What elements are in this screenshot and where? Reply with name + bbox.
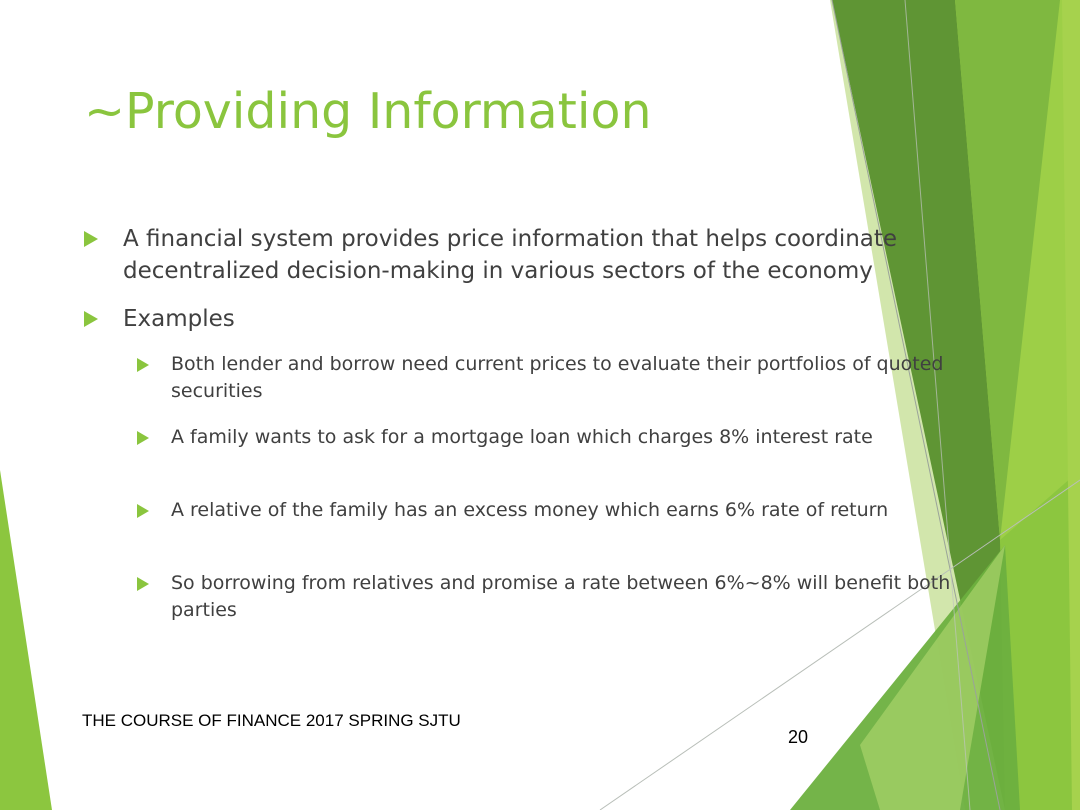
sub-bullet-lender-borrow [137,351,957,405]
bullet-financial-system [84,223,964,287]
slide-title: ~Providing Information [84,83,652,140]
bullet-text: A financial system provides price information that helps coordinate decentralized decision-making in various sectors of the economy [123,226,898,284]
sub-bullet-mortgage [137,424,957,451]
left-green-sliver [0,470,52,810]
bullet-arrow-icon [137,577,149,591]
bullet-examples [84,303,964,335]
bullet-arrow-icon [137,504,149,518]
slide-footer: THE COURSE OF FINANCE 2017 SPRING SJTU [82,711,461,730]
sub-bullet-borrowing [137,570,957,624]
bullet-text: Examples [123,306,235,332]
bullet-arrow-icon [137,431,149,445]
bullet-arrow-icon [84,231,98,247]
bullet-text: A relative of the family has an excess money which earns 6% rate of return [171,499,889,521]
bullet-text: So borrowing from relatives and promise a rate between 6%~8% will benefit both parties [171,572,951,621]
bullet-arrow-icon [84,311,98,327]
sub-bullet-relative [137,497,957,524]
bullet-arrow-icon [137,358,149,372]
page-number: 20 [788,727,809,747]
bullet-text: A family wants to ask for a mortgage loan which charges 8% interest rate [171,426,873,448]
bullet-text: Both lender and borrow need current prices to evaluate their portfolios of quoted securities [171,353,944,402]
